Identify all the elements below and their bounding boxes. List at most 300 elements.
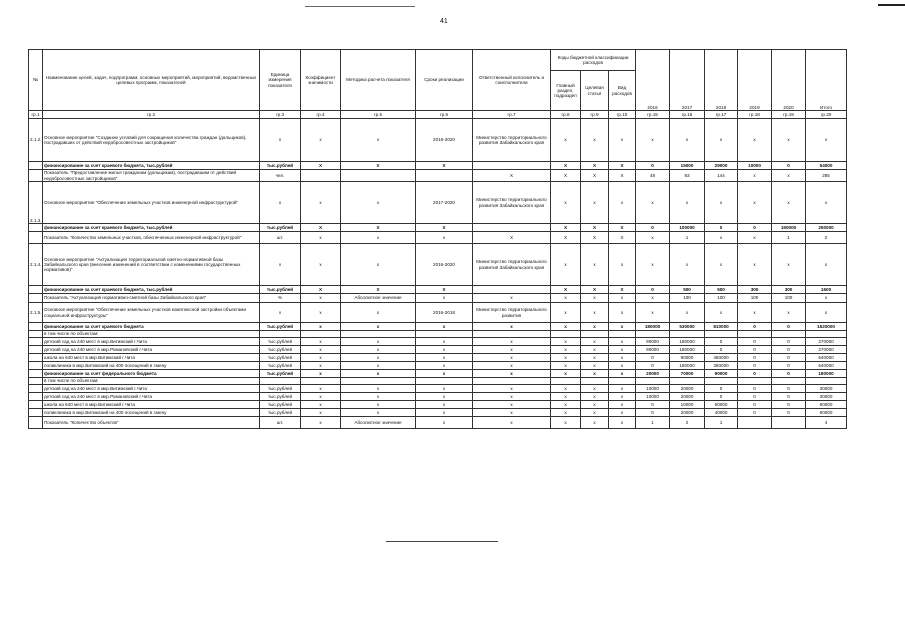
table-row [29, 393, 847, 401]
cell-resp: Министерство территориального развития Забайкальского края [473, 119, 551, 162]
cell-resp: x [473, 385, 551, 393]
cell-tot: x [806, 303, 847, 323]
cell-method: Абсолютное значение [341, 294, 416, 303]
cell-c3: x [609, 244, 636, 286]
cell-unit: тыс.рублей [260, 286, 301, 294]
cell-unit [260, 331, 301, 338]
gr-label: гр.1 [29, 111, 43, 119]
cell-resp: x [473, 338, 551, 346]
col-year-2017: 2017 [670, 50, 705, 111]
cell-terms: X [416, 224, 473, 232]
cell-y1: 90000 [636, 338, 670, 346]
gr-label: гр.9 [581, 111, 609, 119]
cell-c1: x [551, 385, 581, 393]
cell-tot: 2 [806, 232, 847, 244]
cell-y1: 10000 [636, 385, 670, 393]
cell-c1: x [551, 370, 581, 378]
gr-label: гр.20 [806, 111, 847, 119]
cell-unit: шт. [260, 417, 301, 429]
cell-y3: 0 [705, 393, 738, 401]
cell-c1: x [551, 294, 581, 303]
cell-y1: x [636, 294, 670, 303]
cell-y5: 0 [772, 370, 806, 378]
cell-num [29, 401, 43, 409]
cell-tot: 54000 [806, 162, 847, 170]
cell-y4: 0 [738, 346, 772, 354]
cell-coef: x [301, 119, 341, 162]
cell-c1 [551, 331, 581, 338]
cell-tot: x [806, 244, 847, 286]
col-terms-header: Сроки реализации [416, 50, 473, 111]
cell-c3: x [609, 370, 636, 378]
cell-unit: x [260, 244, 301, 286]
budget-table [28, 49, 847, 429]
table-row [29, 303, 847, 323]
cell-num [29, 338, 43, 346]
cell-c1: X [551, 286, 581, 294]
cell-method: X [341, 162, 416, 170]
cell-y2: 180000 [670, 346, 705, 354]
cell-unit: % [260, 294, 301, 303]
cell-y1 [636, 378, 670, 385]
cell-terms: x [416, 401, 473, 409]
cell-c2: x [581, 409, 609, 417]
table-row [29, 401, 847, 409]
financing-row [29, 286, 847, 294]
cell-c3: x [609, 303, 636, 323]
cell-name: школа на 640 мест в мкр.Витимский г.Чита [43, 354, 260, 362]
cell-tot: 270000 [806, 346, 847, 354]
cell-method: x [341, 119, 416, 162]
cell-terms [416, 378, 473, 385]
cell-y2: 90000 [670, 354, 705, 362]
cell-terms: x [416, 232, 473, 244]
cell-c3: x [609, 385, 636, 393]
cell-resp: x [473, 323, 551, 331]
cell-y1 [636, 331, 670, 338]
cell-c1: X [551, 224, 581, 232]
cell-method: x [341, 393, 416, 401]
cell-num [29, 354, 43, 362]
gr-label: гр.16 [670, 111, 705, 119]
col-code2-header: Целевая статья [581, 71, 609, 111]
cell-method: x [341, 323, 416, 331]
cell-num [29, 409, 43, 417]
cell-unit: тыс.рублей [260, 370, 301, 378]
cell-name: в том числе по объектам: [43, 331, 260, 338]
col-name-header: Наименование целей, задач, подпрограмм, основных мероприятий, мероприятий, ведомственных целевых программ, показателей [43, 50, 260, 111]
cell-c2: X [581, 232, 609, 244]
cell-y4: x [738, 119, 772, 162]
cell-y5: 300 [772, 286, 806, 294]
cell-num [29, 294, 43, 303]
col-method-header: Методика расчета показателя [341, 50, 416, 111]
cell-y5: x [772, 303, 806, 323]
cell-c2: x [581, 370, 609, 378]
cell-y3 [705, 331, 738, 338]
cell-method: x [341, 244, 416, 286]
cell-y1: x [636, 303, 670, 323]
cell-y5: x [772, 170, 806, 182]
cell-y5: 150000 [772, 224, 806, 232]
cell-terms: x [416, 385, 473, 393]
cell-y4: 0 [738, 338, 772, 346]
cell-num [29, 286, 43, 294]
gr-label: гр.7 [473, 111, 551, 119]
cell-c2: x [581, 385, 609, 393]
cell-method: x [341, 385, 416, 393]
cell-unit: x [260, 119, 301, 162]
cell-method: x [341, 232, 416, 244]
cell-resp [473, 162, 551, 170]
table-row [29, 346, 847, 354]
cell-terms: 2016-2020 [416, 119, 473, 162]
cell-tot [806, 331, 847, 338]
cell-method: x [341, 362, 416, 370]
table-row [29, 409, 847, 417]
cell-unit: тыс.рублей [260, 224, 301, 232]
cell-resp: x [473, 362, 551, 370]
cell-method: x [341, 346, 416, 354]
gr-label: гр.8 [551, 111, 581, 119]
gr-label: гр.5 [341, 111, 416, 119]
cell-c3: X [609, 286, 636, 294]
col-coef-header: Коэффициент значимости [301, 50, 341, 111]
cell-terms: x [416, 338, 473, 346]
cell-coef: x [301, 303, 341, 323]
cell-unit: шт. [260, 232, 301, 244]
table-row [29, 331, 847, 338]
cell-tot: 540000 [806, 362, 847, 370]
cell-method: x [341, 401, 416, 409]
cell-y1: 180000 [636, 323, 670, 331]
cell-y5: 0 [772, 401, 806, 409]
cell-c3: x [609, 323, 636, 331]
cell-tot: 4 [806, 417, 847, 429]
cell-c2: X [581, 170, 609, 182]
cell-y5: x [772, 119, 806, 162]
cell-y4: 100 [738, 294, 772, 303]
cell-resp [473, 331, 551, 338]
cell-y3: 144 [705, 170, 738, 182]
cell-num [29, 393, 43, 401]
cell-c3: x [609, 338, 636, 346]
cell-coef: x [301, 409, 341, 417]
cell-y3: x [705, 303, 738, 323]
cell-coef: x [301, 417, 341, 429]
cell-name: финансирование за счет краевого бюджета, тыс.рублей [43, 162, 260, 170]
cell-method [341, 378, 416, 385]
cell-resp: x [473, 370, 551, 378]
cell-name: финансирование за счет краевого бюджета [43, 323, 260, 331]
cell-name: школа на 640 мест в мкр.Витимский г.Чита [43, 401, 260, 409]
cell-y1: 90000 [636, 346, 670, 354]
cell-coef: x [301, 323, 341, 331]
cell-coef: x [301, 401, 341, 409]
table-row [29, 338, 847, 346]
cell-y1: 0 [636, 362, 670, 370]
cell-name: детский сад на 240 мест в мкр.Витимский г.Чита [43, 385, 260, 393]
cell-y1: 0 [636, 409, 670, 417]
col-code1-header: Главный раздел, подраздел [551, 71, 581, 111]
cell-name: Показатель "Количество земельных участков, обеспеченных инженерной инфраструктурой" [43, 232, 260, 244]
cell-unit: x [260, 303, 301, 323]
cell-num [29, 170, 43, 182]
table-row [29, 378, 847, 385]
cell-y5: 0 [772, 362, 806, 370]
cell-c2: x [581, 294, 609, 303]
cell-y2: x [670, 119, 705, 162]
cell-y2: 530000 [670, 323, 705, 331]
cell-c2: x [581, 393, 609, 401]
financing-row [29, 162, 847, 170]
cell-y2: 2 [670, 417, 705, 429]
cell-y2: 180000 [670, 338, 705, 346]
table-row [29, 385, 847, 393]
cell-terms: 2017-2020 [416, 182, 473, 224]
cell-y2: 20000 [670, 409, 705, 417]
cell-y1: 0 [636, 162, 670, 170]
cell-y3: x [705, 244, 738, 286]
cell-y1: x [636, 244, 670, 286]
cell-tot: 1620000 [806, 323, 847, 331]
cell-unit: тыс.рублей [260, 323, 301, 331]
cell-num: 2.1.3. [29, 182, 43, 224]
cell-tot: x [806, 182, 847, 224]
cell-y4 [738, 331, 772, 338]
cell-y1: 0 [636, 401, 670, 409]
cell-unit: тыс.рублей [260, 346, 301, 354]
cell-y4: x [738, 244, 772, 286]
cell-c2: x [581, 417, 609, 429]
cell-y5 [772, 417, 806, 429]
cell-y2: 1 [670, 232, 705, 244]
col-resp-header: Ответственный исполнитель и соисполнители [473, 50, 551, 111]
cell-y5: 0 [772, 354, 806, 362]
cell-terms: x [416, 370, 473, 378]
cell-tot [806, 378, 847, 385]
cell-c3: x [609, 182, 636, 224]
cell-y1: x [636, 232, 670, 244]
cell-y2: 100000 [670, 224, 705, 232]
cell-c2: x [581, 354, 609, 362]
cell-c1: x [551, 401, 581, 409]
cell-terms: X [416, 286, 473, 294]
cell-y1: 48 [636, 170, 670, 182]
cell-y4: x [738, 232, 772, 244]
col-year-2020: 2020 [772, 50, 806, 111]
cell-method: x [341, 354, 416, 362]
cell-y4: 0 [738, 401, 772, 409]
cell-resp: X [473, 170, 551, 182]
cell-y3: x [705, 232, 738, 244]
cell-unit: тыс.рублей [260, 401, 301, 409]
gr-label: гр.19 [772, 111, 806, 119]
cell-tot: 60000 [806, 401, 847, 409]
cell-terms: 2016-2020 [416, 244, 473, 286]
cell-unit: тыс.рублей [260, 409, 301, 417]
cell-c1: x [551, 417, 581, 429]
cell-y4: 0 [738, 354, 772, 362]
cell-name: Основное мероприятие "Обеспечение земельных участков комплексной застройки объектами социальной инфраструктуры" [43, 303, 260, 323]
cell-y5 [772, 331, 806, 338]
cell-resp: x [473, 346, 551, 354]
cell-num [29, 331, 43, 338]
table-row [29, 119, 847, 162]
cell-y4: x [738, 182, 772, 224]
cell-num: 2.1.2. [29, 119, 43, 162]
cell-c2: X [581, 224, 609, 232]
cell-tot: 540000 [806, 354, 847, 362]
cell-unit: тыс.рублей [260, 362, 301, 370]
cell-unit: тыс.рублей [260, 338, 301, 346]
cell-name: в том числе по объектам: [43, 378, 260, 385]
cell-c1: X [551, 162, 581, 170]
col-num-header: № [29, 50, 43, 111]
cell-y4: 0 [738, 224, 772, 232]
cell-name: Основное мероприятие "Обеспечение земельных участков инженерной инфраструктурой" [43, 182, 260, 224]
cell-c2: x [581, 119, 609, 162]
cell-y4: 0 [738, 362, 772, 370]
gr-label: гр.2 [43, 111, 260, 119]
cell-y5: 0 [772, 346, 806, 354]
cell-coef: x [301, 385, 341, 393]
cell-resp: X [473, 232, 551, 244]
cell-method: x [341, 370, 416, 378]
cell-y3: x [705, 182, 738, 224]
table-row [29, 244, 847, 286]
table-row [29, 170, 847, 182]
cell-coef: X [301, 162, 341, 170]
cell-c1: x [551, 182, 581, 224]
cell-coef [301, 170, 341, 182]
cell-y3: 0 [705, 224, 738, 232]
cell-y5: 100 [772, 294, 806, 303]
cell-coef: x [301, 338, 341, 346]
cell-resp: Министерство территориального развития Забайкальского края [473, 244, 551, 286]
cell-y5: 0 [772, 323, 806, 331]
cell-resp [473, 286, 551, 294]
cell-y4: 10000 [738, 162, 772, 170]
cell-c2: X [581, 162, 609, 170]
corner-mark [878, 4, 905, 6]
col-codes-header: Коды бюджетной классификации расходов [551, 50, 636, 71]
gr-label: гр.15 [636, 111, 670, 119]
cell-y2: 180000 [670, 362, 705, 370]
cell-c3: x [609, 354, 636, 362]
cell-num [29, 323, 43, 331]
cell-unit: x [260, 182, 301, 224]
cell-c3: x [609, 417, 636, 429]
cell-y5: 1 [772, 232, 806, 244]
cell-terms: x [416, 294, 473, 303]
cell-tot: 285 [806, 170, 847, 182]
cell-coef: x [301, 362, 341, 370]
cell-c1: x [551, 244, 581, 286]
cell-y5: 0 [772, 393, 806, 401]
cell-y1: 10000 [636, 393, 670, 401]
financing-row [29, 323, 847, 331]
cell-name: Показатель "Предоставление жилья гражданам (дольщикам), пострадавшим от действий недобросовестных застройщиков" [43, 170, 260, 182]
cell-num [29, 378, 43, 385]
cell-c3: x [609, 393, 636, 401]
cell-y5: 0 [772, 409, 806, 417]
cell-tot: x [806, 119, 847, 162]
col-year-2019: 2019 [738, 50, 772, 111]
cell-coef: x [301, 393, 341, 401]
cell-tot: 1600 [806, 286, 847, 294]
cell-coef: x [301, 294, 341, 303]
cell-unit: тыс.рублей [260, 354, 301, 362]
cell-y1: 0 [636, 286, 670, 294]
header-row-1 [29, 50, 847, 71]
cell-y5: 0 [772, 338, 806, 346]
cell-c2: x [581, 323, 609, 331]
cell-resp: Министерство территориального развития [473, 303, 551, 323]
cell-y4: x [738, 303, 772, 323]
cell-tot: x [806, 294, 847, 303]
cell-coef: x [301, 354, 341, 362]
cell-resp: Министерство территориального развития Забайкальского края [473, 182, 551, 224]
cell-name: детский сад на 240 мест в мкр.Романовский г.Чита [43, 393, 260, 401]
table-row [29, 417, 847, 429]
cell-num: 2.1.4. [29, 244, 43, 286]
cell-y2: 70000 [670, 370, 705, 378]
cell-y4: 0 [738, 409, 772, 417]
col-total-header: Итого [806, 50, 847, 111]
cell-name: поликлиника в мкр.Витимский на 400 посещений в смену [43, 362, 260, 370]
cell-y2: x [670, 182, 705, 224]
cell-y3: 810000 [705, 323, 738, 331]
cell-y5: x [772, 182, 806, 224]
cell-y1: 1 [636, 417, 670, 429]
cell-terms: x [416, 409, 473, 417]
cell-c1: X [551, 170, 581, 182]
cell-y3: x [705, 119, 738, 162]
cell-terms: 2016-2018 [416, 303, 473, 323]
cell-num [29, 370, 43, 378]
cell-resp: x [473, 294, 551, 303]
cell-y1: x [636, 182, 670, 224]
cell-y2: x [670, 303, 705, 323]
cell-num [29, 224, 43, 232]
cell-name: Показатель "Актуализация нормативно-сметной базы Забайкальского края" [43, 294, 260, 303]
cell-method: x [341, 182, 416, 224]
cell-y3: 0 [705, 385, 738, 393]
financing-row [29, 224, 847, 232]
cell-y3: 100 [705, 294, 738, 303]
cell-tot: 30000 [806, 385, 847, 393]
cell-num [29, 162, 43, 170]
cell-terms [416, 331, 473, 338]
col-year-2018: 2018 [705, 50, 738, 111]
cell-terms: x [416, 417, 473, 429]
cell-name: Показатель "Количество объектов" [43, 417, 260, 429]
cell-c2: x [581, 182, 609, 224]
cell-c3: X [609, 162, 636, 170]
cell-method: Абсолютное значение [341, 417, 416, 429]
col-unit-header: Единица измерения показателя [260, 50, 301, 111]
cell-y4: 0 [738, 385, 772, 393]
cell-c3: X [609, 232, 636, 244]
cell-resp: x [473, 409, 551, 417]
cell-method: X [341, 224, 416, 232]
cell-c2 [581, 331, 609, 338]
cell-coef: x [301, 244, 341, 286]
cell-c1: x [551, 323, 581, 331]
cell-resp: x [473, 393, 551, 401]
cell-y2: 10000 [670, 401, 705, 409]
